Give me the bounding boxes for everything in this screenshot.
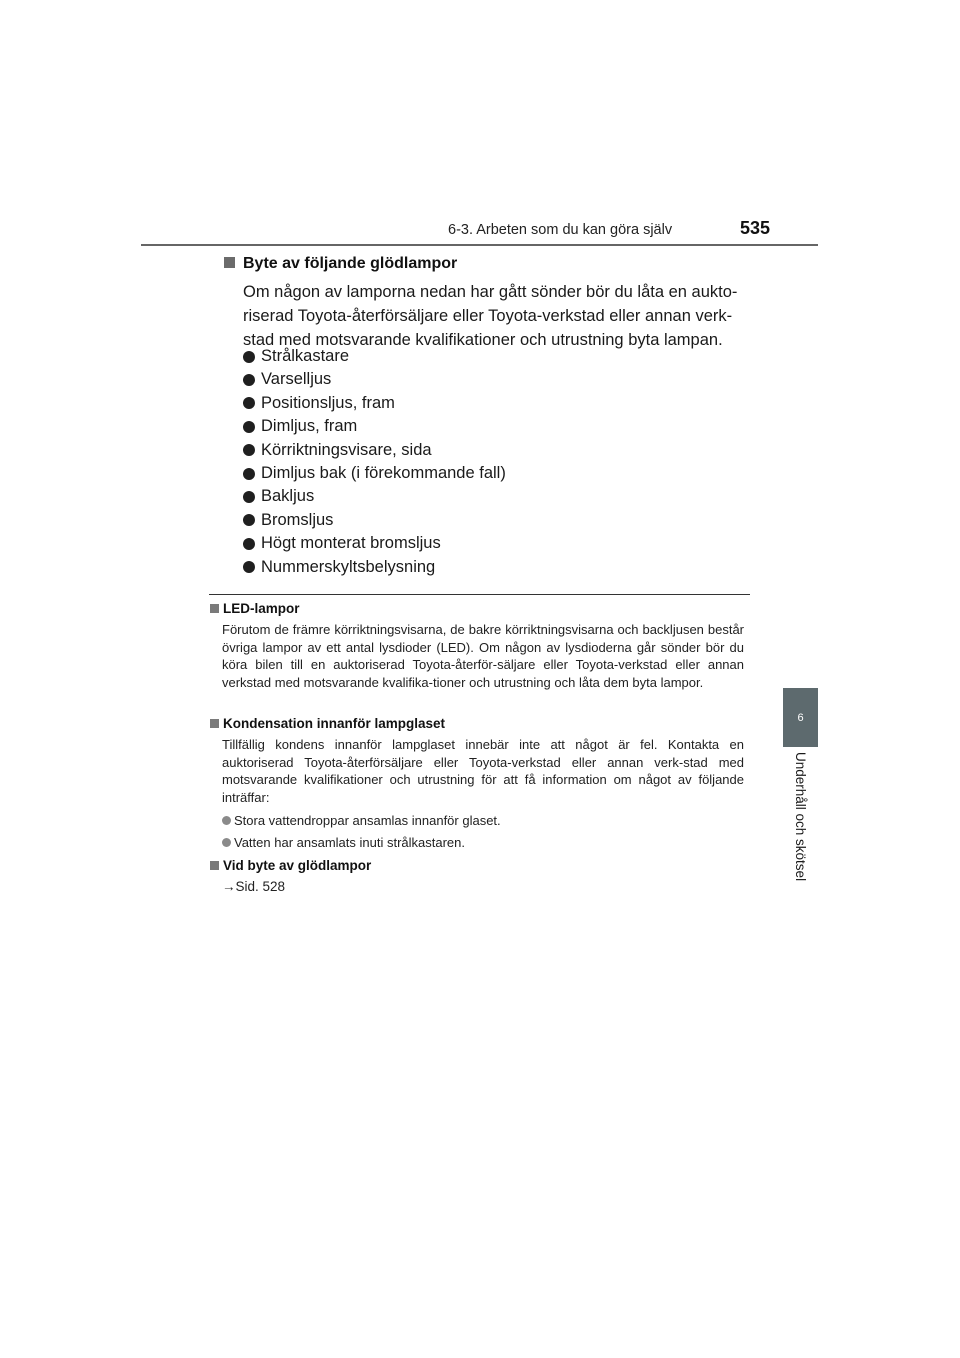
bullet-icon	[222, 816, 231, 825]
chapter-label	[785, 752, 815, 902]
note-list-item: Vatten har ansamlats inuti strålkastaren.	[222, 835, 465, 850]
list-item: Bakljus	[243, 485, 506, 508]
list-item: Positionsljus, fram	[243, 392, 506, 415]
list-item: Dimljus bak (i förekommande fall)	[243, 462, 506, 485]
bullet-icon	[243, 468, 255, 480]
bullet-icon	[243, 351, 255, 363]
bullet-icon	[243, 444, 255, 456]
note-list-item: Stora vattendroppar ansamlas innanför glaset.	[222, 813, 501, 828]
list-item: Nummerskyltsbelysning	[243, 556, 506, 579]
page-reference-link[interactable]: →Sid. 528	[222, 879, 286, 894]
bulb-list	[243, 345, 506, 579]
square-bullet-icon	[210, 719, 219, 728]
notes-divider	[209, 594, 750, 595]
square-bullet-icon	[224, 257, 235, 268]
list-item: Strålkastare	[243, 345, 506, 368]
note-body-condensation: Tillfällig kondens innanför lampglaset innebär inte att något är fel. Kontakta en auktoriserad Toyota-återförsäljare eller Toyota-verkstad eller annan verk-stad med motsvarande kvalifikationer och utrustning för att få information om något av följande inträffar:	[222, 737, 744, 805]
main-heading	[224, 255, 457, 273]
note-heading-led: LED-lampor	[210, 601, 300, 616]
chapter-tab	[783, 688, 818, 747]
bullet-icon	[243, 538, 255, 550]
intro-paragraph	[243, 280, 747, 352]
note-heading-condensation: Kondensation innanför lampglaset	[210, 716, 445, 731]
section-title: 6-3. Arbeten som du kan göra själv	[448, 222, 673, 238]
intro-line: riserad Toyota-återförsäljare eller Toyota-verkstad eller annan verk-	[243, 307, 733, 325]
bullet-icon	[243, 491, 255, 503]
note-heading-replacement: Vid byte av glödlampor	[210, 858, 371, 873]
list-item: Varselljus	[243, 368, 506, 391]
bullet-icon	[222, 838, 231, 847]
chapter-label-text: Underhåll och skötsel	[793, 752, 808, 882]
intro-line: stad med motsvarande kvalifikationer och utrustning byta lampan.	[243, 331, 723, 349]
list-item: Körriktningsvisare, sida	[243, 439, 506, 462]
bullet-icon	[243, 421, 255, 433]
bullet-icon	[243, 561, 255, 573]
note-body-led: Förutom de främre körriktningsvisarna, de bakre körriktningsvisarna och backljusen består övriga lampor av ett antal lysdioder (LED). Om någon av lysdioderna går sönder bör du köra bilen till en auktoriserad Toyota-återför-säljare eller Toyota-verkstad eller annan verkstad med motsvarande kvalifika-tioner och utrustning och låta dem byta lampor.	[222, 622, 744, 690]
bullet-icon	[243, 397, 255, 409]
square-bullet-icon	[210, 861, 219, 870]
main-heading-text: Byte av följande glödlampor	[243, 255, 458, 272]
list-item: Bromsljus	[243, 509, 506, 532]
chapter-number: 6	[797, 711, 804, 724]
page-number: 535	[740, 218, 771, 238]
list-item: Dimljus, fram	[243, 415, 506, 438]
bullet-icon	[243, 514, 255, 526]
square-bullet-icon	[210, 604, 219, 613]
header-divider	[141, 244, 818, 246]
bullet-icon	[243, 374, 255, 386]
intro-line: Om någon av lamporna nedan har gått sönder bör du låta en aukto-	[243, 283, 738, 301]
list-item: Högt monterat bromsljus	[243, 532, 506, 555]
